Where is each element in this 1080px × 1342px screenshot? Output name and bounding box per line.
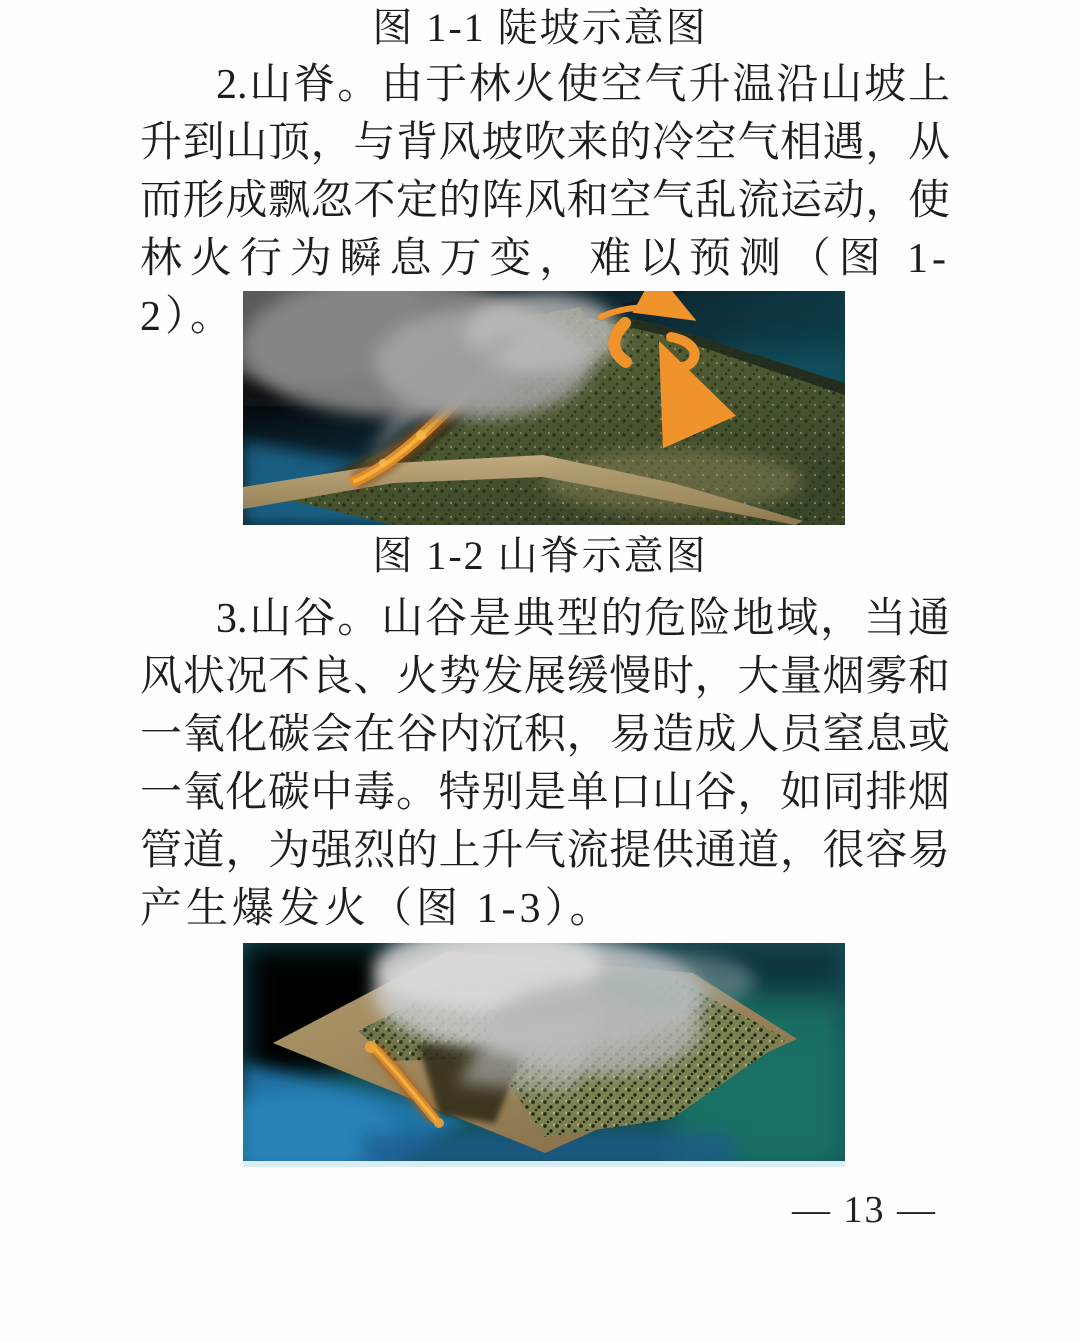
page-number: — 13 — — [792, 1189, 937, 1231]
text-line: 风状况不良、火势发展缓慢时，大量烟雾和 — [140, 654, 950, 700]
valley-fire-illustration — [243, 943, 845, 1167]
text-line: 产生爆发火（图 1-3）。 — [140, 886, 616, 932]
paragraph-ridge — [140, 56, 950, 340]
figure-valley-fire — [243, 943, 845, 1167]
text-line: 2.山脊。由于林火使空气升温沿山坡上 — [216, 62, 950, 108]
text-line: 一氧化碳中毒。特别是单口山谷，如同排烟 — [140, 770, 950, 816]
text-line: 而形成飘忽不定的阵风和空气乱流运动，使 — [140, 178, 950, 224]
ridge-fire-illustration — [243, 291, 845, 525]
light-slope-patch — [543, 449, 803, 513]
text-line: 一氧化碳会在谷内沉积，易造成人员窒息或 — [140, 712, 950, 758]
text-line: 3.山谷。山谷是典型的危险地域，当通 — [216, 596, 950, 642]
bottom-light-strip — [243, 1161, 845, 1167]
figure2-caption: 图 1-2 山脊示意图 — [372, 533, 708, 578]
figure-ridge-fire — [243, 291, 845, 525]
paragraph-valley — [140, 590, 950, 938]
figure1-caption: 图 1-1 陡坡示意图 — [372, 5, 708, 50]
text-line: 管道，为强烈的上升气流提供通道，很容易 — [140, 828, 950, 874]
text-line: 林火行为瞬息万变，难以预测（图 1-2）。 — [140, 236, 950, 340]
text-line: 升到山顶，与背风坡吹来的冷空气相遇，从 — [140, 120, 950, 166]
